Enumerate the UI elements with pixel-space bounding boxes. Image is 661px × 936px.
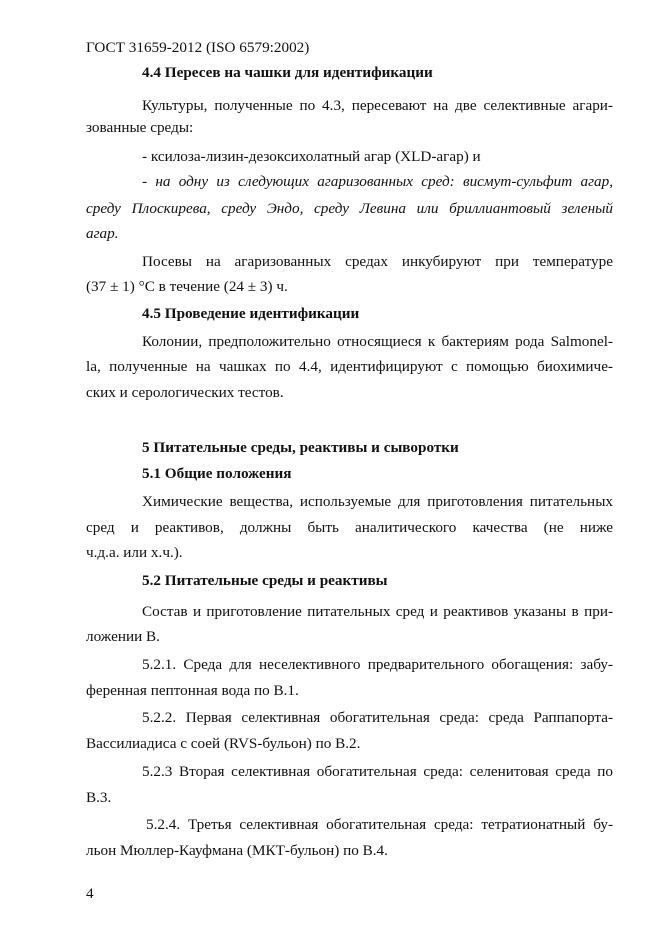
clause-5-2-3: 5.2.3 Вторая селективная обогатительная среда: селенитовая среда по [142,763,613,780]
clause-5-2-4: 5.2.4. Третья селективная обогатительная среда: тетратионатный бу- [146,816,613,833]
clause-5-2-1: 5.2.1. Среда для неселективного предварительного обогащения: забу- [142,656,613,673]
paragraph-line: Состав и приготовление питательных сред и реактивов указаны в при- [142,603,613,620]
section-heading-5: 5 Питательные среды, реактивы и сыворотки [142,439,459,456]
section-heading-4-4: 4.4 Пересев на чашки для идентификации [142,64,433,81]
paragraph-line: зованные среды: [86,119,194,136]
clause-line: льон Мюллер-Кауфмана (МКТ-бульон) по В.4. [86,842,388,859]
paragraph-line: Колонии, предположительно относящиеся к бактериям рода Salmonel- [142,333,613,350]
paragraph-line: сред и реактивов, должны быть аналитического качества (не ниже [86,519,613,536]
list-item-line: среду Плоскирева, среду Эндо, среду Левина или бриллиантовый зеленый [86,200,613,217]
section-heading-5-1: 5.1 Общие положения [142,465,292,482]
section-heading-5-2: 5.2 Питательные среды и реактивы [142,572,388,589]
list-item-line: агар. [86,225,119,242]
paragraph-line: ских и серологических тестов. [86,384,284,401]
paragraph-line: (37 ± 1) °С в течение (24 ± 3) ч. [86,278,288,295]
paragraph-line: ч.д.а. или х.ч.). [86,544,183,561]
clause-5-2-2: 5.2.2. Первая селективная обогатительная среда: среда Раппапорта- [142,709,613,726]
document-header: ГОСТ 31659-2012 (ISO 6579:2002) [86,39,310,56]
clause-line: В.3. [86,789,112,806]
paragraph-line: Посевы на агаризованных средах инкубируют при температуре [142,253,613,270]
clause-line: ференная пептонная вода по В.1. [86,682,299,699]
clause-line: Вассилиадиса с соей (RVS-бульон) по В.2. [86,735,361,752]
page-number: 4 [86,885,94,902]
list-item: - ксилоза-лизин-дезоксихолатный агар (XLD-агар) и [142,148,481,165]
paragraph-line: Химические вещества, используемые для приготовления питательных [142,493,613,510]
paragraph-line: la, полученные на чашках по 4.4, идентифицируют с помощью биохимиче- [86,358,613,375]
list-item: - на одну из следующих агаризованных сред: висмут-сульфит агар, [142,173,613,190]
paragraph-line: ложении В. [86,628,160,645]
paragraph-line: Культуры, полученные по 4.3, пересевают на две селективные агари- [142,97,613,114]
section-heading-4-5: 4.5 Проведение идентификации [142,305,360,322]
